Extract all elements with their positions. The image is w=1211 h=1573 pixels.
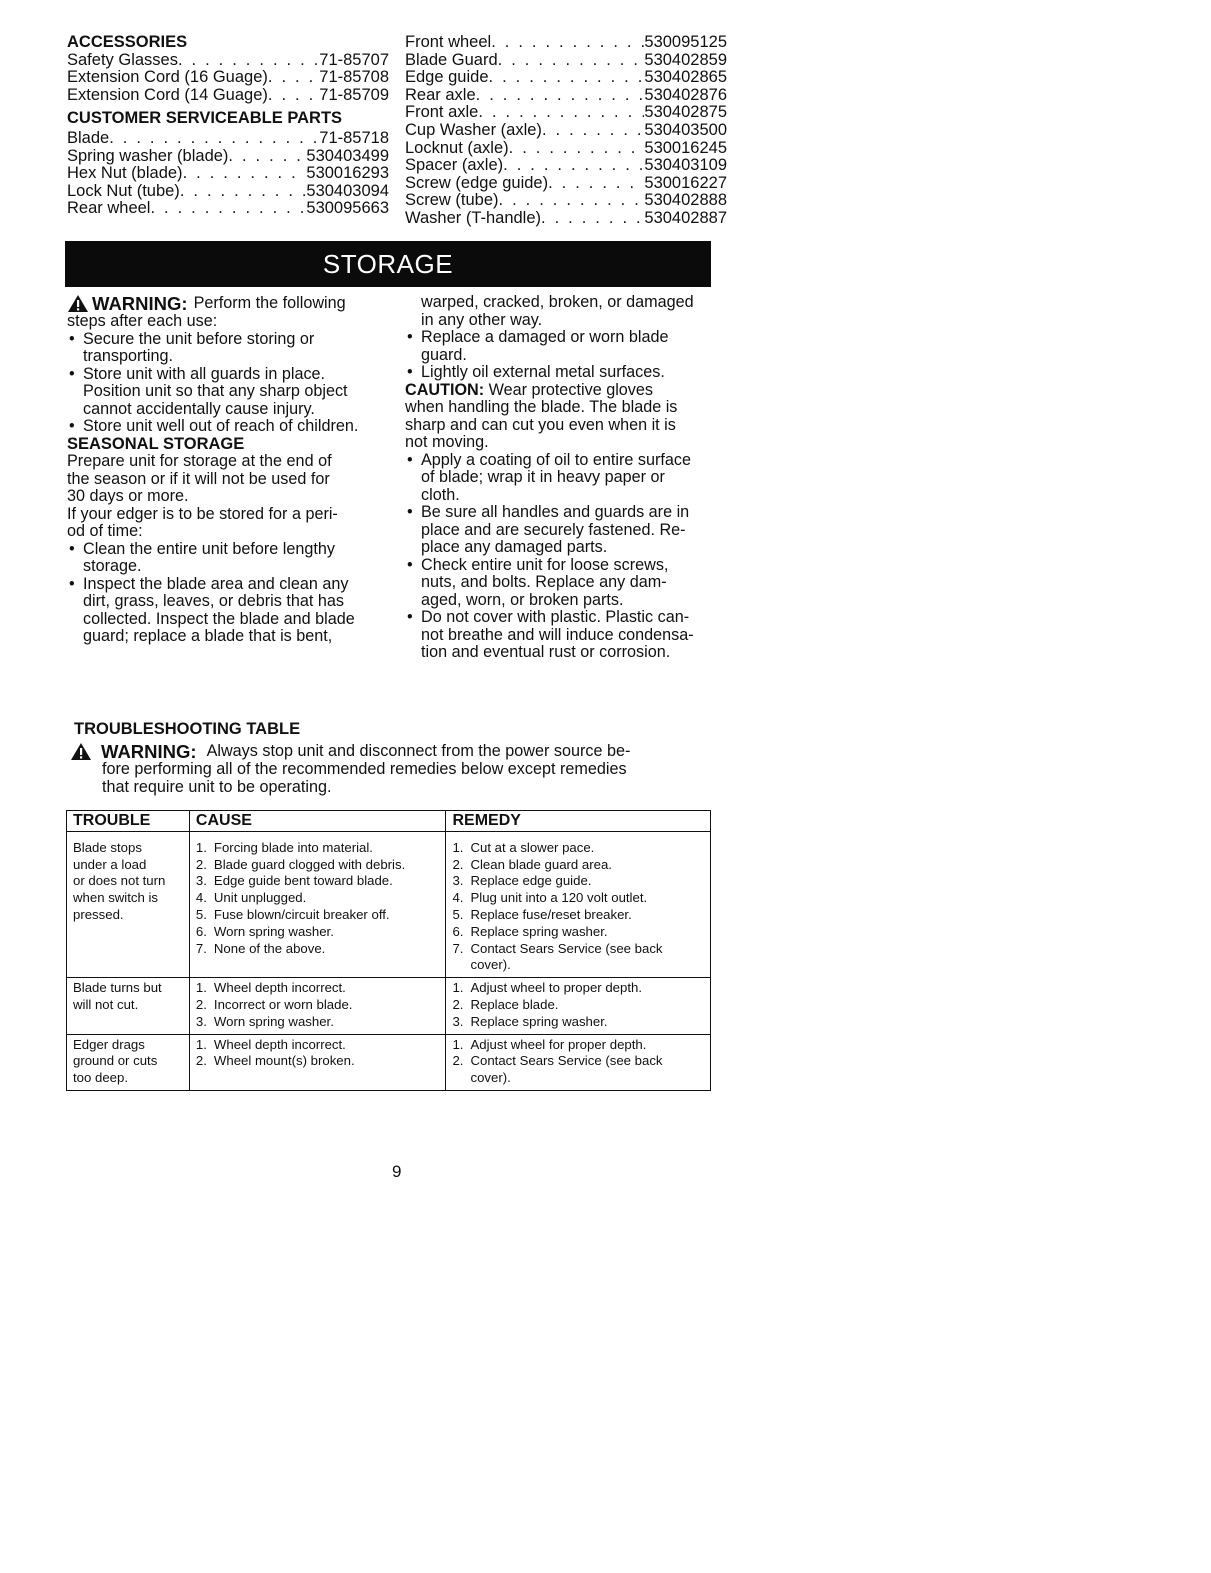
seasonal-bullet-list bbox=[67, 541, 385, 646]
part-number: 71-85708 bbox=[319, 68, 389, 87]
bullet-item bbox=[405, 504, 715, 557]
bullet-item bbox=[405, 452, 715, 505]
bullet-line: • Do not cover with plastic. Plastic can- bbox=[421, 608, 690, 626]
part-name: Extension Cord (14 Guage) bbox=[67, 85, 268, 104]
item-number: 2. bbox=[195, 1053, 207, 1069]
bullet-item bbox=[67, 366, 385, 419]
bullet-line: • Apply a coating of oil to entire surface bbox=[421, 450, 691, 469]
part-name: Extension Cord (16 Guage) bbox=[67, 68, 268, 87]
part-row bbox=[67, 52, 389, 70]
cause-text: None of the above. bbox=[213, 940, 326, 956]
part-name: Rear wheel bbox=[67, 199, 151, 218]
leader-dots bbox=[542, 122, 644, 140]
bullet-line: dirt, grass, leaves, or debris that has bbox=[83, 592, 344, 610]
cause-item bbox=[196, 907, 440, 924]
troubleshooting-title: TROUBLESHOOTING TABLE bbox=[74, 720, 301, 738]
part-row bbox=[67, 165, 389, 183]
part-name: Spring washer (blade) bbox=[67, 146, 229, 165]
part-number: 530403094 bbox=[306, 181, 389, 200]
storage-banner bbox=[65, 241, 711, 287]
part-name: Safety Glasses bbox=[67, 50, 178, 69]
ts-warning-text-1: Always stop unit and disconnect from the power source be- bbox=[206, 741, 631, 760]
part-row bbox=[405, 34, 727, 52]
bullet-item bbox=[405, 557, 715, 610]
part-number: 530402876 bbox=[644, 85, 727, 104]
part-number: 530403500 bbox=[644, 120, 727, 139]
trouble-line: too deep. bbox=[73, 1070, 128, 1086]
item-number: 3. bbox=[452, 1013, 464, 1029]
item-number: 5. bbox=[452, 906, 464, 922]
item-number: 7. bbox=[195, 940, 207, 956]
part-number: 530402875 bbox=[644, 103, 727, 122]
trouble-line: ground or cuts bbox=[73, 1053, 158, 1069]
part-number: 530403499 bbox=[306, 146, 389, 165]
table-row bbox=[67, 978, 711, 1034]
troubleshooting-warning bbox=[68, 742, 718, 796]
text-line: in any other way. bbox=[421, 310, 543, 329]
leader-dots bbox=[491, 34, 644, 52]
bullet-line: transporting. bbox=[83, 347, 173, 365]
bullet-item bbox=[67, 541, 385, 576]
leader-dots bbox=[489, 69, 645, 87]
leader-dots bbox=[183, 165, 307, 183]
seasonal-paragraph-2 bbox=[67, 506, 385, 541]
right-bullet-list-1 bbox=[405, 329, 715, 382]
item-number: 6. bbox=[195, 923, 207, 939]
bullet-line: guard; replace a blade that is bent, bbox=[83, 627, 333, 645]
part-name: Locknut (axle) bbox=[405, 138, 509, 157]
cause-text: Edge guide bent toward blade. bbox=[213, 873, 393, 889]
part-name: Washer (T-handle) bbox=[405, 208, 542, 227]
remedy-text: Replace fuse/reset breaker. bbox=[470, 906, 632, 922]
part-number: 530016293 bbox=[306, 164, 389, 183]
remedy-item bbox=[452, 924, 704, 941]
part-name: Screw (tube) bbox=[405, 191, 499, 210]
leader-dots bbox=[541, 210, 644, 228]
item-number: 2. bbox=[452, 996, 464, 1012]
bullet-line: • Replace a damaged or worn blade bbox=[421, 328, 669, 346]
cause-item bbox=[196, 1037, 440, 1054]
item-number: 4. bbox=[452, 890, 464, 906]
leader-dots bbox=[180, 183, 307, 201]
bullet-line: of blade; wrap it in heavy paper or bbox=[421, 468, 665, 486]
part-row bbox=[405, 175, 727, 193]
trouble-line: when switch is bbox=[73, 890, 159, 906]
bullet-line: cannot accidentally cause injury. bbox=[83, 399, 315, 418]
remedy-cell bbox=[446, 978, 711, 1034]
leader-dots bbox=[498, 52, 645, 70]
caution-label: CAUTION: bbox=[405, 380, 485, 399]
text-line: If your edger is to be stored for a peri- bbox=[67, 504, 338, 523]
cause-text: Incorrect or worn blade. bbox=[213, 996, 353, 1012]
leader-dots bbox=[268, 87, 319, 105]
remedy-item bbox=[452, 840, 704, 857]
table-row bbox=[67, 1034, 711, 1090]
cause-text: Wheel depth incorrect. bbox=[213, 980, 346, 996]
bullet-line: • Store unit with all guards in place. bbox=[83, 364, 326, 383]
storage-title: STORAGE bbox=[322, 248, 454, 279]
bullet-item bbox=[67, 331, 385, 366]
leader-dots bbox=[509, 140, 645, 158]
ts-warning-label: WARNING: bbox=[101, 740, 197, 762]
part-name: Blade Guard bbox=[405, 50, 498, 69]
bullet-continuation bbox=[405, 294, 715, 329]
part-number: 530095663 bbox=[306, 199, 389, 218]
cause-text: Worn spring washer. bbox=[213, 923, 334, 939]
leader-dots bbox=[499, 192, 645, 210]
item-number: 1. bbox=[195, 1036, 207, 1052]
storage-left-column bbox=[67, 294, 385, 646]
cause-text: Wheel depth incorrect. bbox=[213, 1036, 346, 1052]
seasonal-paragraph-1 bbox=[67, 453, 385, 506]
bullet-line: storage. bbox=[83, 557, 142, 575]
item-number: 5. bbox=[195, 906, 207, 922]
remedy-item bbox=[452, 1014, 704, 1031]
part-row bbox=[405, 210, 727, 228]
part-name: Front wheel bbox=[405, 33, 492, 51]
cause-cell bbox=[189, 978, 446, 1034]
parts-left-column bbox=[67, 34, 389, 218]
remedy-item bbox=[452, 857, 704, 874]
bullet-line: not breathe and will induce condensa- bbox=[421, 625, 694, 644]
leader-dots bbox=[503, 157, 644, 175]
header-trouble: TROUBLE bbox=[67, 811, 190, 832]
cause-item bbox=[196, 997, 440, 1014]
bullet-line: • Clean the entire unit before lengthy bbox=[83, 539, 335, 558]
accessories-heading: ACCESSORIES bbox=[67, 33, 188, 51]
cause-item bbox=[196, 1053, 440, 1070]
bullet-item bbox=[67, 418, 385, 436]
part-row bbox=[405, 69, 727, 87]
item-number: 1. bbox=[195, 980, 207, 996]
part-number: 71-85709 bbox=[319, 85, 389, 104]
warning-text-1: Perform the following bbox=[193, 293, 346, 312]
bullet-line: aged, worn, or broken parts. bbox=[421, 590, 624, 609]
header-cause: CAUSE bbox=[189, 811, 446, 832]
remedy-text: Adjust wheel to proper depth. bbox=[470, 980, 643, 996]
caution-text-rest bbox=[405, 399, 715, 452]
right-bullet-list-2 bbox=[405, 452, 715, 662]
bullet-line: • Inspect the blade area and clean any bbox=[83, 574, 349, 593]
remedy-item bbox=[452, 980, 704, 997]
cause-item bbox=[196, 1014, 440, 1031]
cause-text: Forcing blade into material. bbox=[213, 839, 373, 855]
part-row bbox=[405, 140, 727, 158]
part-row bbox=[405, 192, 727, 210]
bullet-line: • Secure the unit before storing or bbox=[83, 329, 315, 348]
part-row bbox=[67, 130, 389, 148]
trouble-line: under a load bbox=[73, 856, 147, 872]
item-number: 3. bbox=[195, 873, 207, 889]
remedy-item bbox=[452, 890, 704, 907]
cause-text: Wheel mount(s) broken. bbox=[213, 1053, 355, 1069]
cause-text: Blade guard clogged with debris. bbox=[213, 856, 406, 872]
trouble-line: Blade stops bbox=[73, 839, 142, 855]
item-number: 2. bbox=[195, 996, 207, 1012]
bullet-line: nuts, and bolts. Replace any dam- bbox=[421, 573, 667, 591]
remedy-cell bbox=[446, 1034, 711, 1090]
cause-cell bbox=[189, 831, 446, 977]
part-number: 530016245 bbox=[644, 138, 727, 157]
part-name: Spacer (axle) bbox=[405, 156, 504, 175]
remedy-item bbox=[452, 1053, 704, 1087]
warning-triangle-icon bbox=[67, 294, 89, 313]
text-line: 30 days or more. bbox=[67, 487, 189, 505]
part-row bbox=[405, 157, 727, 175]
item-number: 3. bbox=[195, 1013, 207, 1029]
customer-parts-list-right bbox=[405, 34, 727, 228]
storage-right-column bbox=[405, 294, 715, 662]
table-header-row bbox=[67, 811, 711, 832]
leader-dots bbox=[548, 175, 644, 193]
trouble-line: Blade turns but bbox=[73, 980, 162, 996]
part-name: Front axle bbox=[405, 103, 479, 122]
item-number: 2. bbox=[452, 1053, 464, 1069]
bullet-line: • Be sure all handles and guards are in bbox=[421, 503, 690, 521]
trouble-line: Edger drags bbox=[73, 1036, 145, 1052]
parts-right-column bbox=[405, 34, 727, 228]
customer-parts-heading: CUSTOMER SERVICEABLE PARTS bbox=[67, 109, 343, 128]
trouble-cell bbox=[67, 1034, 190, 1090]
page-number: 9 bbox=[392, 1162, 402, 1181]
trouble-line: pressed. bbox=[73, 906, 124, 922]
leader-dots bbox=[109, 130, 319, 148]
item-number: 1. bbox=[452, 1036, 464, 1052]
trouble-cell bbox=[67, 978, 190, 1034]
bullet-item bbox=[405, 329, 715, 364]
item-number: 1. bbox=[452, 839, 464, 855]
ts-warning-text-2: fore performing all of the recommended remedies below except remedies bbox=[102, 760, 627, 778]
bullet-item bbox=[405, 364, 715, 382]
remedy-text: Replace spring washer. bbox=[470, 1013, 608, 1029]
cause-cell bbox=[189, 1034, 446, 1090]
troubleshooting-warning-line-1 bbox=[68, 742, 718, 761]
cause-text: Fuse blown/circuit breaker off. bbox=[213, 906, 390, 922]
part-number: 530403109 bbox=[644, 156, 727, 175]
part-row bbox=[67, 69, 389, 87]
item-number: 6. bbox=[452, 923, 464, 939]
remedy-item bbox=[452, 907, 704, 924]
cause-text: Worn spring washer. bbox=[213, 1013, 334, 1029]
table-row bbox=[67, 831, 711, 977]
part-number: 530402865 bbox=[644, 68, 727, 87]
remedy-text: Replace edge guide. bbox=[470, 873, 592, 889]
bullet-line: place any damaged parts. bbox=[421, 538, 608, 556]
part-row bbox=[405, 122, 727, 140]
part-number: 530016227 bbox=[644, 173, 727, 192]
part-number: 530402859 bbox=[644, 50, 727, 69]
remedy-text: Plug unit into a 120 volt outlet. bbox=[470, 890, 648, 906]
warning-text-2: steps after each use: bbox=[67, 312, 218, 330]
text-line: warped, cracked, broken, or damaged bbox=[421, 293, 694, 311]
bullet-line: place and are securely fastened. Re- bbox=[421, 520, 686, 539]
item-number: 7. bbox=[452, 940, 464, 956]
part-name: Screw (edge guide) bbox=[405, 173, 549, 192]
remedy-item bbox=[452, 1037, 704, 1054]
remedy-text: Adjust wheel for proper depth. bbox=[470, 1036, 647, 1052]
item-number: 2. bbox=[195, 856, 207, 872]
cause-item bbox=[196, 890, 440, 907]
part-number: 530402888 bbox=[644, 191, 727, 210]
cause-text: Unit unplugged. bbox=[213, 890, 307, 906]
remedy-cell bbox=[446, 831, 711, 977]
leader-dots bbox=[476, 87, 645, 105]
accessories-list bbox=[67, 52, 389, 105]
trouble-cell bbox=[67, 831, 190, 977]
remedy-text: Contact Sears Service (see back cover). bbox=[470, 1053, 663, 1086]
bullet-line: cloth. bbox=[421, 485, 460, 504]
cause-item bbox=[196, 840, 440, 857]
remedy-text: Contact Sears Service (see back cover). bbox=[470, 940, 663, 973]
storage-warning bbox=[67, 294, 385, 313]
text-line: Prepare unit for storage at the end of bbox=[67, 452, 332, 470]
leader-dots bbox=[178, 52, 319, 70]
remedy-item bbox=[452, 997, 704, 1014]
caution-text-first: Wear protective gloves bbox=[488, 380, 653, 399]
caution-line: not moving. bbox=[405, 433, 489, 451]
caution-line: when handling the blade. The blade is bbox=[405, 398, 678, 416]
remedy-text: Replace spring washer. bbox=[470, 923, 608, 939]
remedy-text: Clean blade guard area. bbox=[470, 856, 612, 872]
item-number: 3. bbox=[452, 873, 464, 889]
seasonal-storage-heading: SEASONAL STORAGE bbox=[67, 434, 245, 453]
bullet-line: • Store unit well out of reach of children. bbox=[83, 417, 359, 435]
caution-line: sharp and can cut you even when it is bbox=[405, 415, 676, 434]
warning-triangle-icon bbox=[70, 742, 92, 761]
item-number: 1. bbox=[195, 839, 207, 855]
remedy-text: Replace blade. bbox=[470, 996, 559, 1012]
part-name: Cup Washer (axle) bbox=[405, 120, 542, 139]
part-name: Edge guide bbox=[405, 68, 489, 87]
ts-warning-text-3: that require unit to be operating. bbox=[102, 777, 332, 796]
item-number: 2. bbox=[452, 856, 464, 872]
part-row bbox=[67, 148, 389, 166]
part-row bbox=[67, 183, 389, 201]
remedy-item bbox=[452, 873, 704, 890]
cause-item bbox=[196, 873, 440, 890]
part-row bbox=[405, 87, 727, 105]
customer-parts-list-left bbox=[67, 130, 389, 218]
part-name: Blade bbox=[67, 128, 110, 147]
caution-block bbox=[405, 382, 715, 452]
warning-bullet-list bbox=[67, 331, 385, 436]
part-number: 530402887 bbox=[644, 208, 727, 227]
cause-item bbox=[196, 980, 440, 997]
part-row bbox=[405, 104, 727, 122]
cause-item bbox=[196, 941, 440, 958]
bullet-line: tion and eventual rust or corrosion. bbox=[421, 643, 671, 661]
bullet-line: • Check entire unit for loose screws, bbox=[421, 555, 669, 574]
part-row bbox=[405, 52, 727, 70]
header-remedy: REMEDY bbox=[446, 811, 711, 832]
leader-dots bbox=[478, 104, 644, 122]
warning-label: WARNING: bbox=[92, 292, 188, 314]
item-number: 1. bbox=[452, 980, 464, 996]
cause-item bbox=[196, 857, 440, 874]
bullet-item bbox=[405, 609, 715, 662]
cause-item bbox=[196, 924, 440, 941]
part-row bbox=[67, 87, 389, 105]
leader-dots bbox=[268, 69, 319, 87]
part-name: Hex Nut (blade) bbox=[67, 164, 183, 183]
bullet-line: Position unit so that any sharp object bbox=[83, 382, 348, 400]
troubleshooting-table-body bbox=[67, 831, 711, 1090]
remedy-item bbox=[452, 941, 704, 975]
text-line: the season or if it will not be used for bbox=[67, 469, 330, 488]
text-line: od of time: bbox=[67, 522, 143, 540]
part-number: 71-85718 bbox=[319, 128, 389, 147]
troubleshooting-table bbox=[66, 810, 711, 1091]
leader-dots bbox=[150, 200, 306, 218]
part-number: 530095125 bbox=[644, 33, 727, 51]
trouble-line: or does not turn bbox=[73, 873, 166, 889]
bullet-line: collected. Inspect the blade and blade bbox=[83, 609, 355, 628]
item-number: 4. bbox=[195, 890, 207, 906]
bullet-line: guard. bbox=[421, 345, 467, 364]
leader-dots bbox=[228, 148, 306, 166]
bullet-line: • Lightly oil external metal surfaces. bbox=[421, 363, 665, 381]
trouble-line: will not cut. bbox=[73, 996, 139, 1012]
bullet-item bbox=[67, 576, 385, 646]
part-name: Rear axle bbox=[405, 85, 476, 104]
part-number: 71-85707 bbox=[319, 50, 389, 69]
part-row bbox=[67, 200, 389, 218]
remedy-text: Cut at a slower pace. bbox=[470, 839, 595, 855]
part-name: Lock Nut (tube) bbox=[67, 181, 180, 200]
